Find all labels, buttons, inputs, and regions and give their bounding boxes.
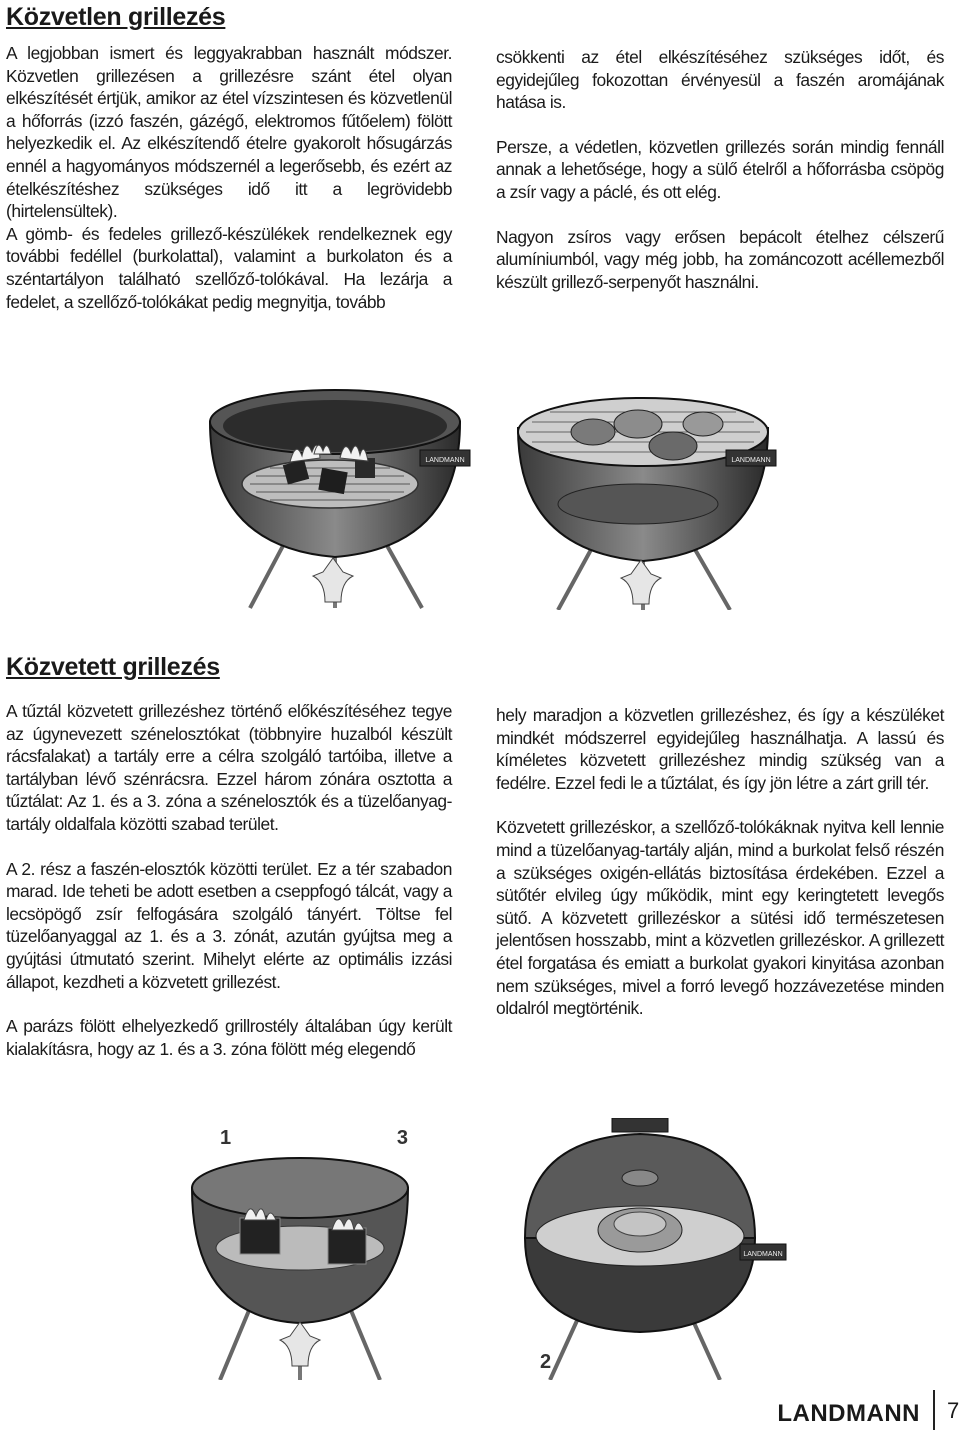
handle-brand-text: LANDMANN [731, 457, 771, 464]
indirect-zones-illustration [180, 1118, 420, 1380]
page-number: 7 [947, 1398, 960, 1423]
lid-handle [612, 1118, 668, 1132]
section1-right-column [496, 46, 944, 315]
food-item [571, 419, 615, 445]
paragraph: hely maradjon a közvetlen grillezéshez, és így a készüléket mindkét módszerrel egyidejűleg használhatja. A lassú és kíméletes közvetett grillezéshez mindig szükség van a fedélre. Ezzel fedi le a tűztálat, és így jön létre a zárt grill tér. [496, 705, 944, 793]
grill-leg [558, 546, 593, 610]
brand-logo: LANDMANN [777, 1400, 920, 1427]
section2-title: Közvetett grillezés [6, 653, 220, 681]
section2-right-column [496, 704, 944, 1042]
zone-label: 1 [220, 1127, 232, 1149]
zone-label: 2 [540, 1351, 552, 1373]
charcoal-piece [318, 468, 347, 494]
grill-leg [693, 546, 730, 610]
grill-leg [250, 542, 285, 608]
zone-label: 3 [396, 1127, 408, 1149]
footer-divider [933, 1390, 935, 1430]
paragraph: Közvetett grillezéskor, a szellőző-tolókáknak nyitva kell lennie mind a tüzelőanyag-tartály alján, mind a burkolat felső részén a szükséges oxigén-ellátás biztosítása érdekében. Ezzel a sütőtér elvileg úgy működik, mint egy keringtetett levegős sütő. A közvetett grillezéskor a sütési idő természetesen jelentősen hosszabb, mint a közvetlen grillezéskor. A grillezett étel forgatása és emiatt a burkolat gyakori kinyitása azonban nem szükséges, mivel a forró levegő hozzávezetése minden oldalról megtörténik. [496, 817, 944, 1019]
direct-grilling-illustration [190, 362, 480, 610]
paragraph: csökkenti az étel elkészítéséhez szükséges időt, és egyidejűleg fokozottan érvényesül a faszén aromájának hatása is. [496, 47, 944, 113]
handle-brand-text: LANDMANN [743, 1251, 783, 1258]
paragraph: A tűztál közvetett grillezéshez történő előkészítéséhez tegye az úgynevezett szénelosztókat (többnyire huzalból készült rácsfalakat) a tartály erre a célra szolgáló tartóiba, illetve a tartályban lévő szénrácsra. Ezzel három zónára osztotta a tűztálat: Az 1. és a 3. zóna a szénelosztók és a tüzelőanyag-tartály oldalfala közötti szabad terület. [6, 701, 452, 834]
indirect-grilling-lid-illustration [500, 1118, 790, 1380]
charcoal-basket [328, 1228, 366, 1264]
handle-brand-text: LANDMANN [425, 457, 465, 464]
paragraph: A gömb- és fedeles grillező-készülékek rendelkeznek egy további fedéllel (burkolattal), valamint a burkolaton és a széntartályon található szellőző-tolókával. Ha lezárja a fedelet, a szellőző-tolókákat pedig megnyitja, tovább [6, 223, 452, 312]
paragraph: Persze, a védetlen, közvetlen grillezés során mindig fennáll annak a lehetősége, hogy a sülő ételről a hőforrásba csöpög a zsír vagy a páclé, és ott elég. [496, 136, 944, 202]
lid-vent [622, 1170, 658, 1186]
paragraph: Nagyon zsíros vagy erősen bepácolt ételhez célszerű alumíniumból, vagy még jobb, ha zománcozott acéllemezből készült grillező-serpenyőt használni. [496, 226, 944, 292]
charcoal-basket [240, 1218, 280, 1254]
paragraph: A legjobban ismert és leggyakrabban használt módszer. Közvetlen grillezésen a grillezésre szánt étel olyan elkészítését értjük, amikor az étel vízszintesen és közvetlenül a hőforrás (izzó faszén, gázégő, elektromos fűtőelem) fölött helyezkedik el. Az elkészítendő ételre gyakorolt hősugárzás ennél a hagyományos módszernél a legerősebb, és ezért az ételkészítéshez szükséges idő itt a legrövidebb (hirtelensültek). [6, 43, 452, 222]
paragraph: A parázs fölött elhelyezkedő grillrostély általában úgy került kialakításra, hogy az 1. és a 3. zóna fölött még elegendő [6, 1016, 452, 1059]
section1-left-column [6, 42, 452, 335]
charcoal-bed [558, 484, 718, 524]
food-item [683, 412, 723, 436]
section2-left-column [6, 700, 452, 1082]
food-item [649, 432, 697, 460]
paragraph: A 2. rész a faszén-elosztók közötti terület. Ez a tér szabadon marad. Ide teheti be adott esetben a cseppfogó tálcát, vagy a lecsöpögő zsír felfogására szolgáló tányért. Töltse fel tüzelőanyaggal az 1. és a 3. zónát, azután gyújtsa meg a gyújtási útmutató szerint. Mihelyt elérte az optimális izzási állapot, kezdheti a közvetett grillezést. [6, 858, 452, 992]
airflow-arrow-icon [621, 560, 661, 604]
food-item [614, 410, 662, 438]
direct-grilling-food-illustration [498, 366, 788, 610]
bowl-interior [223, 400, 447, 452]
section1-title: Közvetlen grillezés [6, 3, 226, 31]
grill-leg [385, 542, 422, 608]
airflow-arrow-icon [313, 558, 353, 602]
